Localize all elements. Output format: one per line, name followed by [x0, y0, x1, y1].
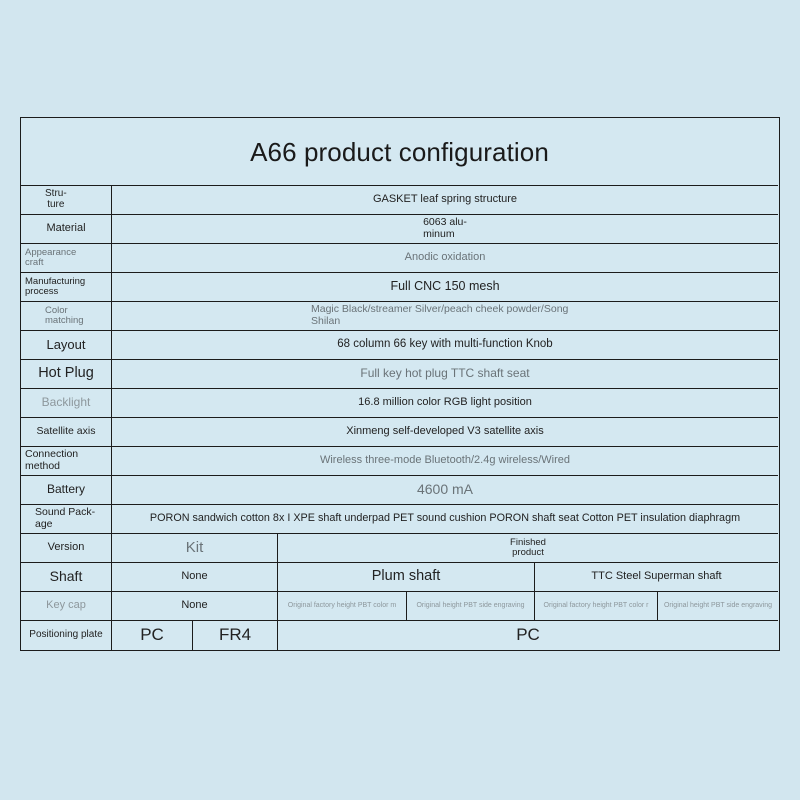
- positioning-plate-kit-fr4: FR4: [218, 625, 252, 645]
- structure-label: Stru- ture: [45, 188, 67, 210]
- key-cap-option-2: Original height PBT side engraving: [416, 601, 525, 609]
- shaft-ttc: TTC Steel Superman shaft: [591, 569, 722, 582]
- sound-package-value: PORON sandwich cotton 8x I XPE shaft underpad PET sound cushion PORON shaft seat Cotton PET insulation diaphragm: [149, 511, 741, 524]
- satellite-axis-label: Satellite axis: [36, 424, 96, 437]
- material-value: 6063 alu- minum: [423, 216, 467, 240]
- material-label: Material: [46, 221, 86, 234]
- layout-label: Layout: [46, 336, 86, 352]
- table-title: A66 product configuration: [250, 136, 549, 167]
- version-finished-product: Finished product: [510, 536, 546, 558]
- version-kit: Kit: [185, 538, 204, 556]
- positioning-plate-finished-pc: PC: [516, 625, 540, 645]
- positioning-plate-label: Positioning plate: [29, 628, 103, 640]
- color-matching-value: Magic Black/streamer Silver/peach cheek powder/Song Shilan: [311, 303, 569, 327]
- shaft-label: Shaft: [49, 568, 83, 585]
- positioning-plate-kit-pc: PC: [140, 625, 164, 645]
- backlight-value: 16.8 million color RGB light position: [358, 395, 532, 408]
- shaft-kit: None: [181, 569, 208, 582]
- version-label: Version: [47, 540, 85, 553]
- shaft-plum: Plum shaft: [371, 567, 441, 584]
- key-cap-label: Key cap: [46, 598, 86, 611]
- appearance-craft-value: Anodic oxidation: [404, 250, 486, 263]
- hot-plug-label: Hot Plug: [38, 364, 94, 381]
- appearance-craft-label: Appearance craft: [25, 246, 77, 268]
- backlight-label: Backlight: [41, 395, 91, 410]
- battery-value: 4600 mA: [416, 481, 474, 498]
- spec-table: [20, 117, 780, 651]
- sound-package-label: Sound Pack- age: [35, 506, 96, 530]
- manufacturing-process-label: Manufacturing process: [25, 275, 86, 297]
- manufacturing-process-value: Full CNC 150 mesh: [390, 278, 500, 293]
- connection-method-label: Connection method: [25, 448, 79, 472]
- key-cap-kit: None: [181, 598, 208, 611]
- battery-label: Battery: [46, 482, 85, 497]
- color-matching-label: Color matching: [45, 304, 84, 326]
- connection-method-value: Wireless three-mode Bluetooth/2.4g wireless/Wired: [319, 453, 571, 466]
- key-cap-option-4: Original height PBT side engraving: [663, 601, 773, 609]
- hot-plug-value: Full key hot plug TTC shaft seat: [360, 366, 530, 381]
- satellite-axis-value: Xinmeng self-developed V3 satellite axis: [346, 424, 544, 437]
- layout-value: 68 column 66 key with multi-function Knob: [337, 338, 553, 351]
- key-cap-option-3: Original factory height PBT color r: [543, 601, 649, 609]
- key-cap-option-1: Original factory height PBT color m: [287, 601, 397, 609]
- structure-value: GASKET leaf spring structure: [372, 192, 518, 205]
